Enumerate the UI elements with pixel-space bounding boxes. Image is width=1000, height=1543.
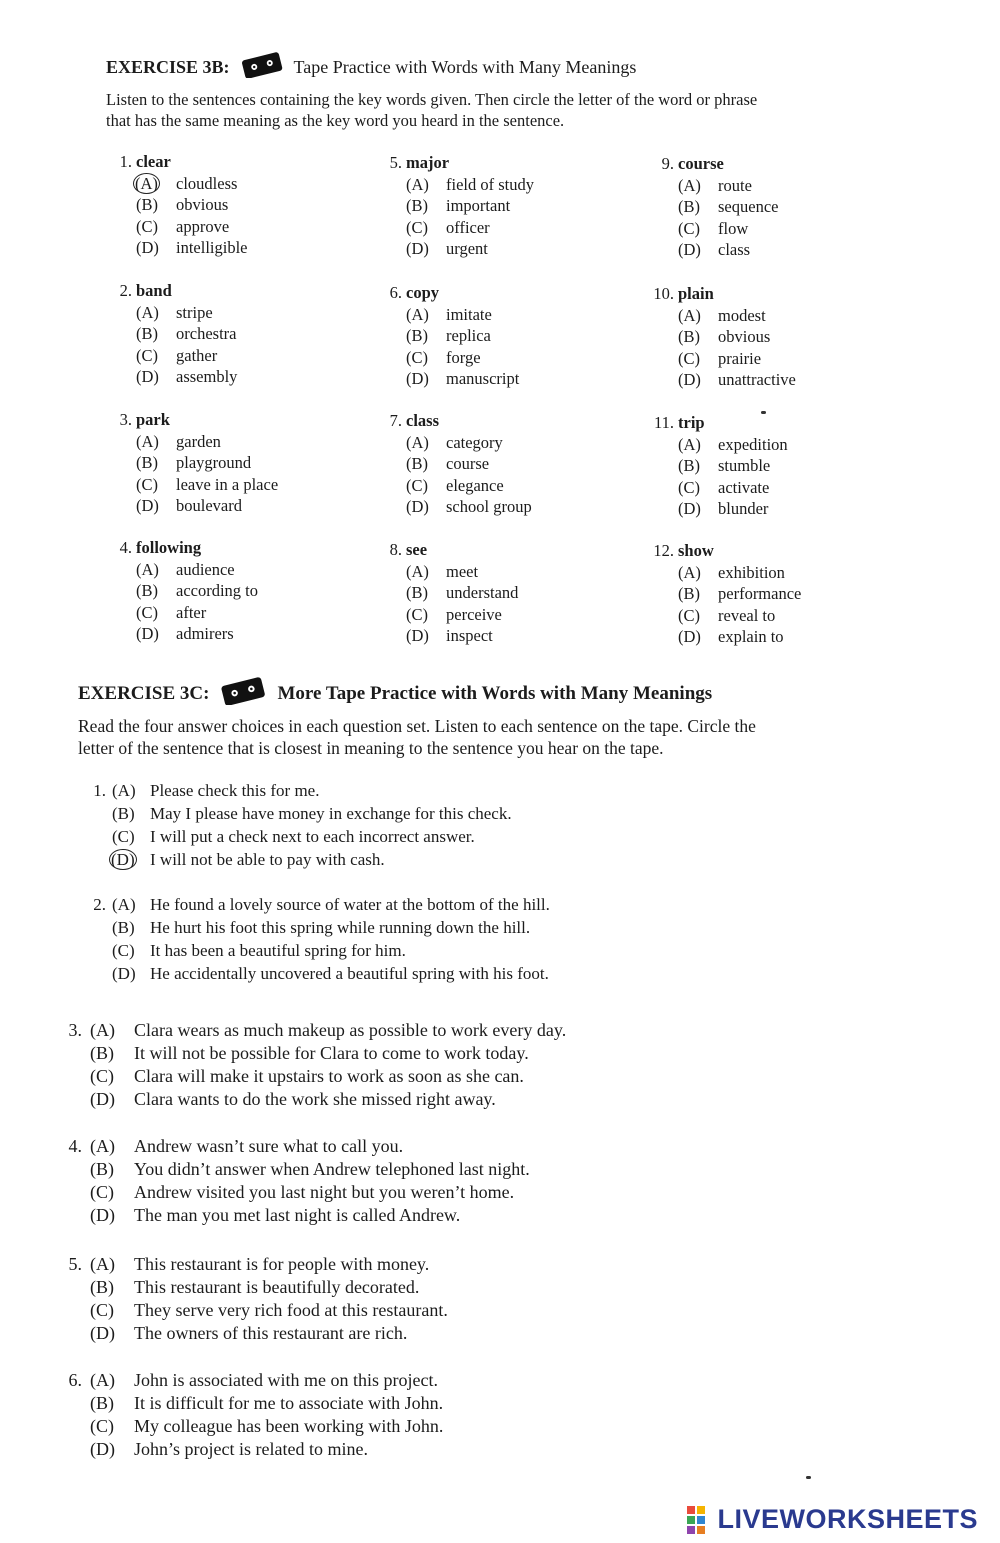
answer-option[interactable]: (B) replica [406, 326, 491, 345]
instruction-line: letter of the sentence that is closest in meaning to the sentence you hear on the tape. [78, 738, 664, 758]
answer-option[interactable]: (D) blunder [678, 499, 769, 518]
answer-option[interactable]: (D) admirers [136, 624, 234, 643]
answer-option[interactable]: (B) obvious [678, 327, 771, 346]
answer-option[interactable]: (C) reveal to [678, 605, 776, 625]
instruction-line: that has the same meaning as the key word you heard in the sentence. [106, 111, 565, 130]
question-block [380, 152, 534, 260]
answer-option[interactable]: (B) course [406, 454, 490, 473]
key-word: see [406, 540, 428, 559]
answer-option[interactable]: (D) John’s project is related to mine. [90, 1439, 368, 1459]
answer-option[interactable]: (C) after [136, 602, 207, 622]
question-number: 1. [119, 152, 132, 171]
answer-option[interactable]: (B) stumble [678, 456, 771, 475]
question-block [62, 1019, 566, 1111]
answer-option[interactable]: (A) field of study [406, 174, 534, 194]
answer-option[interactable]: (C) It has been a beautiful spring for him. [112, 941, 406, 960]
answer-option[interactable]: (A) exhibition [678, 562, 785, 582]
key-word: clear [136, 152, 171, 171]
answer-option[interactable]: (B) understand [406, 583, 519, 602]
instruction-line: Read the four answer choices in each question set. Listen to each sentence on the tape. Circle the [78, 716, 756, 736]
answer-option[interactable]: (C) Andrew visited you last night but you weren’t home. [90, 1182, 515, 1202]
question-block [110, 151, 248, 259]
answer-option[interactable]: (D) inspect [406, 626, 493, 645]
question-block [84, 893, 550, 985]
circled-answer-letter: (A) [135, 173, 158, 193]
answer-option[interactable]: (D) school group [406, 497, 532, 516]
answer-option[interactable]: 4. (A) Andrew wasn’t sure what to call you. [62, 1135, 530, 1158]
answer-option[interactable]: (D) boulevard [136, 496, 242, 515]
cassette-tape-icon [240, 52, 284, 83]
question-block [110, 537, 258, 645]
question-number: 6. [68, 1370, 82, 1390]
answer-option[interactable]: (B) He hurt his foot this spring while running down the hill. [112, 918, 531, 937]
exercise-3b-instructions [106, 89, 757, 131]
answer-option[interactable]: 5. (A) This restaurant is for people with money. [62, 1253, 448, 1276]
answer-option[interactable]: (B) performance [678, 584, 802, 603]
question-number: 1. [93, 781, 106, 800]
answer-option[interactable]: (C) prairie [678, 348, 762, 368]
key-word: course [678, 154, 724, 173]
question-number: 3. [68, 1020, 82, 1040]
answer-option[interactable]: (C) officer [406, 217, 490, 237]
answer-option[interactable]: (C) They serve very rich food at this restaurant. [90, 1300, 448, 1320]
answer-option[interactable]: (C) perceive [406, 604, 502, 624]
question-block [380, 282, 519, 390]
question-number: 6. [389, 283, 402, 302]
answer-option[interactable]: 1. (A) Please check this for me. [84, 779, 512, 802]
scan-speck [806, 1476, 811, 1479]
question-block [652, 283, 796, 391]
answer-option[interactable]: (B) May I please have money in exchange for this check. [112, 804, 512, 823]
answer-option[interactable]: (D) Clara wants to do the work she missed right away. [90, 1089, 496, 1109]
instruction-line: Listen to the sentences containing the key words given. Then circle the letter of the word or phrase [106, 90, 758, 109]
answer-option[interactable]: (D) assembly [136, 367, 238, 386]
question-number: 2. [119, 281, 132, 300]
answer-option[interactable]: (B) You didn’t answer when Andrew telephoned last night. [90, 1159, 530, 1179]
answer-option[interactable]: (A) modest [678, 305, 766, 325]
question-number: 4. [68, 1136, 82, 1156]
answer-option[interactable]: (B) It is difficult for me to associate with John. [90, 1393, 444, 1413]
answer-option[interactable]: (C) leave in a place [136, 474, 279, 494]
answer-option[interactable]: (C) activate [678, 477, 770, 497]
answer-option[interactable]: (B) according to [136, 581, 259, 600]
question-number: 12. [653, 541, 674, 560]
scan-speck [761, 411, 766, 414]
question-block [380, 539, 518, 647]
answer-option[interactable]: (C) gather [136, 345, 218, 365]
answer-option[interactable]: (B) This restaurant is beautifully decorated. [90, 1277, 420, 1297]
key-word: major [406, 153, 450, 172]
question-block [652, 412, 788, 520]
answer-option[interactable]: (A) meet [406, 561, 479, 581]
answer-option[interactable]: (A) expedition [678, 434, 788, 454]
answer-option[interactable]: (B) sequence [678, 197, 779, 216]
circled-answer-letter: (D) [111, 850, 135, 869]
question-number: 5. [68, 1254, 82, 1274]
exercise-3c-heading [78, 677, 712, 711]
question-block [380, 410, 532, 518]
answer-option[interactable]: 2. (A) He found a lovely source of water at the bottom of the hill. [84, 893, 550, 916]
question-number: 7. [389, 411, 402, 430]
answer-option[interactable]: (C) flow [678, 218, 749, 238]
cassette-tape-icon [219, 677, 267, 711]
exercise-3b-heading [106, 52, 636, 83]
question-number: 4. [119, 538, 132, 557]
question-number: 10. [653, 284, 674, 303]
answer-option[interactable]: (C) forge [406, 347, 481, 367]
liveworksheets-logo-text: LIVEWORKSHEETS [717, 1504, 978, 1534]
answer-option[interactable]: (D) unattractive [678, 370, 796, 389]
answer-option[interactable]: 3. (A) Clara wears as much makeup as possible to work every day. [62, 1019, 566, 1042]
answer-option[interactable]: (A) category [406, 432, 503, 452]
answer-option[interactable]: (D) class [678, 240, 751, 259]
key-word: plain [678, 284, 714, 303]
answer-option[interactable]: (A) audience [136, 559, 235, 579]
question-block [62, 1369, 443, 1461]
answer-option[interactable]: (C) I will put a check next to each incorrect answer. [112, 827, 475, 846]
key-word: show [678, 541, 714, 560]
answer-option[interactable]: (C) approve [136, 216, 230, 236]
answer-option[interactable]: 6. (A) John is associated with me on this project. [62, 1369, 443, 1392]
question-block [652, 540, 801, 648]
question-block [110, 280, 237, 388]
key-word: following [136, 538, 202, 557]
question-number: 9. [661, 154, 674, 173]
question-block [110, 409, 278, 517]
answer-option[interactable]: (B) orchestra [136, 324, 237, 343]
answer-option[interactable]: (C) My colleague has been working with John. [90, 1416, 444, 1436]
exercise-3c-title: More Tape Practice with Words with Many Meanings [277, 683, 713, 704]
answer-option[interactable]: (D) urgent [406, 239, 488, 258]
question-block [62, 1253, 448, 1345]
question-number: 5. [389, 153, 402, 172]
answer-option[interactable]: (A) garden [136, 431, 221, 451]
exercise-3b-label: EXERCISE 3B: [106, 57, 230, 77]
key-word: class [406, 411, 439, 430]
key-word: trip [678, 413, 705, 432]
answer-option[interactable]: (A) imitate [406, 304, 492, 324]
answer-option[interactable]: (D) He accidentally uncovered a beautiful spring with his foot. [112, 964, 549, 983]
answer-option[interactable]: (A) route [678, 175, 752, 195]
key-word: park [136, 410, 170, 429]
exercise-3b-title: Tape Practice with Words with Many Meanings [293, 57, 637, 77]
exercise-3c-label: EXERCISE 3C: [78, 683, 210, 704]
liveworksheets-logo [687, 1504, 978, 1535]
answer-option[interactable]: (B) It will not be possible for Clara to come to work today. [90, 1043, 529, 1063]
answer-option[interactable]: (D) manuscript [406, 369, 520, 388]
answer-option[interactable]: (A) stripe [136, 302, 213, 322]
answer-option[interactable]: (B) important [406, 196, 511, 215]
question-number: 2. [93, 895, 106, 914]
key-word: band [136, 281, 172, 300]
answer-option[interactable]: (A) cloudless [135, 173, 238, 193]
question-number: 11. [653, 413, 674, 432]
answer-option[interactable]: (D) The owners of this restaurant are rich. [90, 1323, 408, 1343]
key-word: copy [406, 283, 439, 302]
answer-option[interactable]: (D) I will not be able to pay with cash. [111, 850, 385, 869]
question-block [84, 779, 512, 871]
question-block [62, 1135, 530, 1227]
exercise-3c-instructions [78, 715, 756, 759]
question-number: 8. [389, 540, 402, 559]
answer-option[interactable]: (D) explain to [678, 627, 784, 646]
liveworksheets-logo-icon [687, 1506, 717, 1534]
answer-option[interactable]: (C) Clara will make it upstairs to work as soon as she can. [90, 1066, 524, 1086]
question-block [652, 153, 778, 261]
question-number: 3. [119, 410, 132, 429]
answer-option[interactable]: (B) obvious [136, 195, 229, 214]
answer-option[interactable]: (D) intelligible [136, 238, 248, 257]
answer-option[interactable]: (B) playground [136, 453, 252, 472]
answer-option[interactable]: (C) elegance [406, 475, 504, 495]
answer-option[interactable]: (D) The man you met last night is called Andrew. [90, 1205, 461, 1225]
